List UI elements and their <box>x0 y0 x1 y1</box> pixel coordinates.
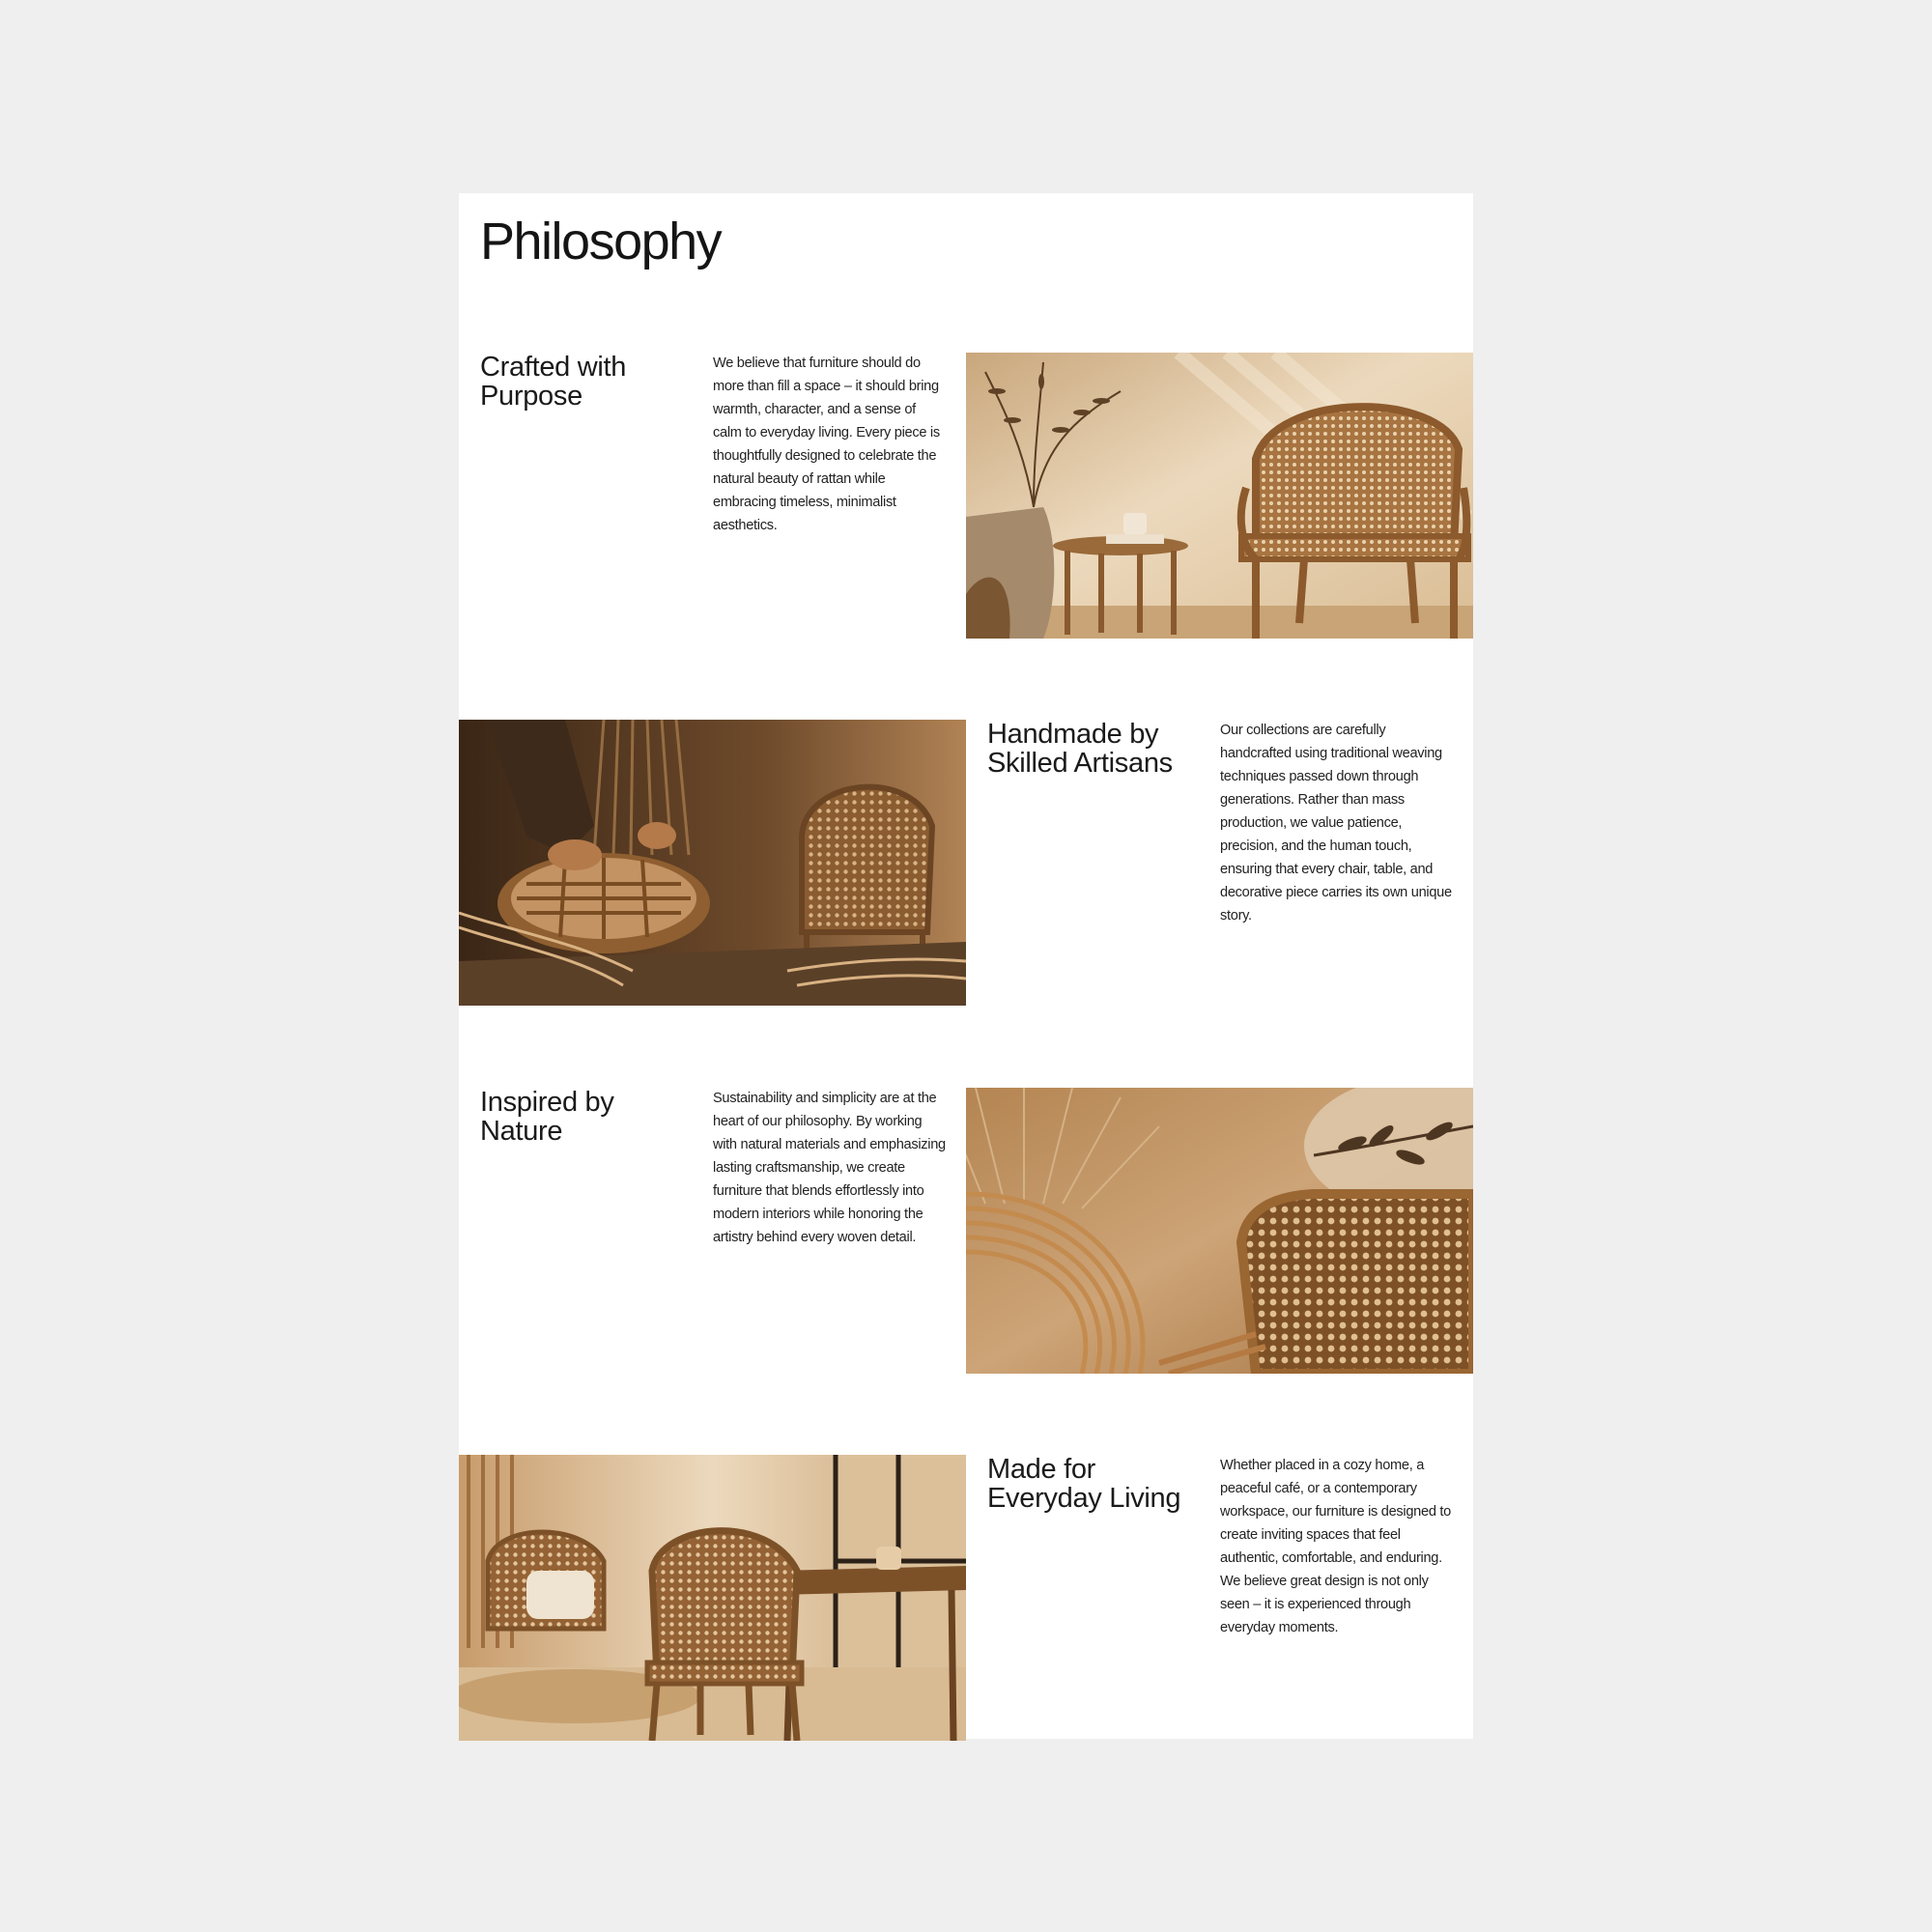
section-body: Whether placed in a cozy home, a peaceful café, or a contemporary workspace, our furniture is designed to create inviting spaces that feel authentic, comfortable, and enduring. We believe great design is not only seen – it is experienced through everyday moments. <box>1220 1458 1451 1635</box>
section-body: We believe that furniture should do more than fill a space – it should bring warmth, character, and a sense of calm to everyday living. Every piece is thoughtfully designed to celebrate the natural beauty of rattan while embracing timeless, minimalist aesthetics. <box>713 355 940 533</box>
rattan-armchair-photo <box>966 353 1473 639</box>
philosophy-page <box>459 193 1473 1739</box>
section-title: Crafted with Purpose <box>480 352 627 412</box>
section-title: Inspired by Nature <box>480 1087 614 1147</box>
artisan-weaving-photo <box>459 720 966 1006</box>
page-title: Philosophy <box>480 213 722 270</box>
section-title: Handmade by Skilled Artisans <box>987 719 1173 779</box>
section-title: Made for Everyday Living <box>987 1454 1181 1514</box>
rattan-weave-closeup-photo <box>966 1088 1473 1374</box>
section-body: Sustainability and simplicity are at the heart of our philosophy. By working with natural materials and emphasizing lasting craftsmanship, we create furniture that blends effortlessly into modern interiors while honoring the artistry behind every woven detail. <box>713 1091 946 1245</box>
rattan-cafe-interior-photo <box>459 1455 966 1741</box>
section-body: Our collections are carefully handcrafted using traditional weaving techniques passed down through generations. Rather than mass production, we value patience, precision, and the human touch, ensuring that every chair, table, and decorative piece carries its own unique story. <box>1220 723 1452 923</box>
